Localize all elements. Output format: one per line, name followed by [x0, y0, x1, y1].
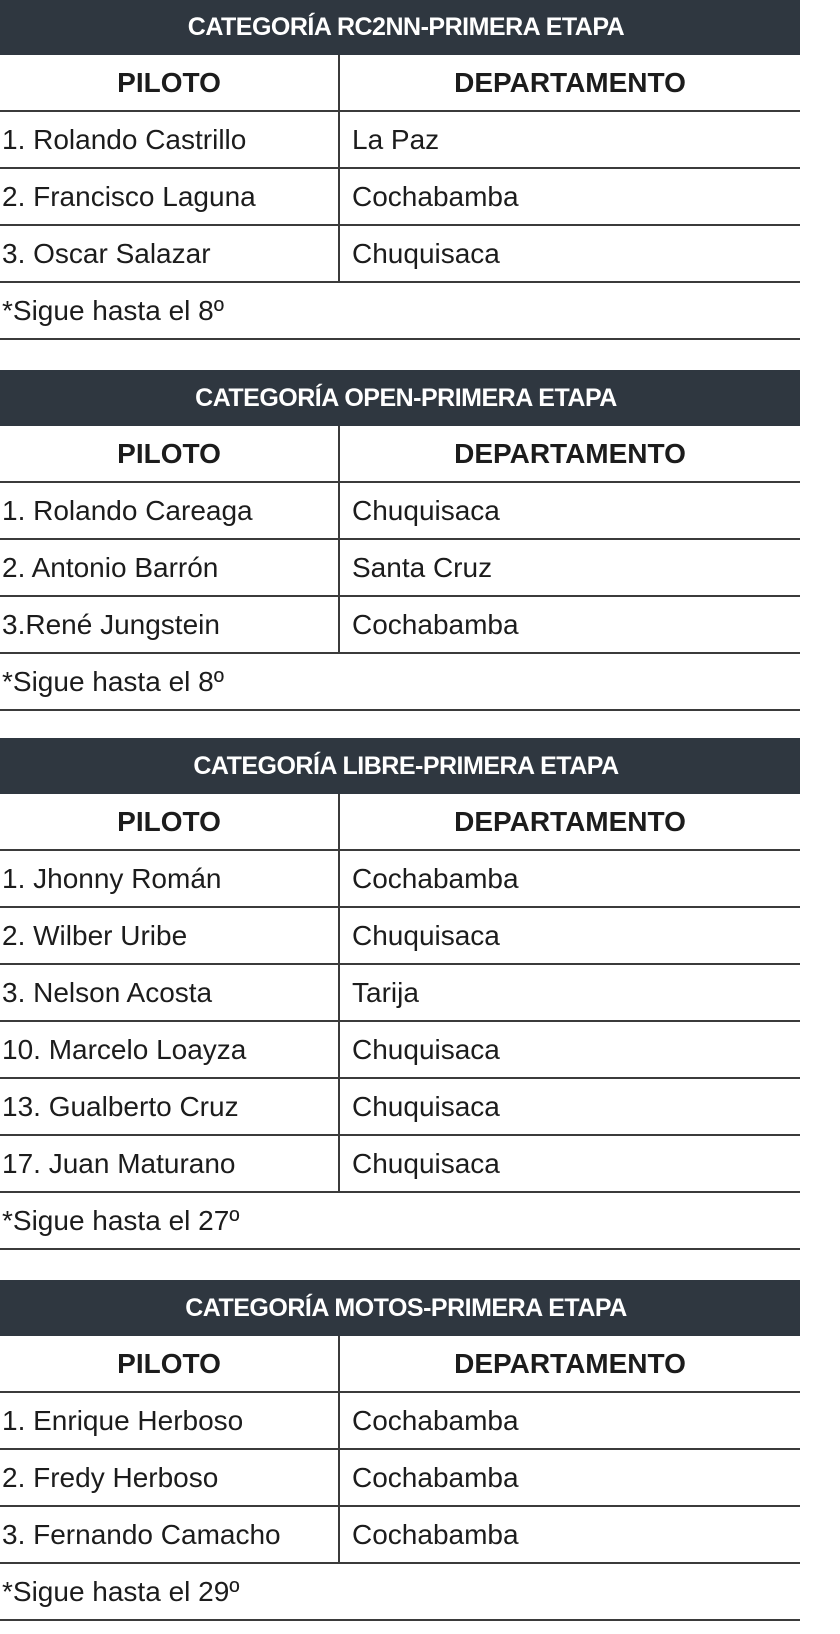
table-row	[0, 1136, 800, 1193]
piloto-cell: 3. Nelson Acosta	[0, 965, 340, 1020]
departamento-cell: Chuquisaca	[352, 494, 500, 526]
section-motos	[0, 1280, 800, 1621]
header-departamento: DEPARTAMENTO	[454, 805, 686, 837]
piloto-cell: 10. Marcelo Loayza	[0, 1022, 340, 1077]
table-row	[0, 483, 800, 540]
section-rc2nn	[0, 0, 800, 340]
table-header	[0, 426, 800, 483]
table-row	[0, 908, 800, 965]
section-libre	[0, 738, 800, 1250]
table-row	[0, 1079, 800, 1136]
piloto-cell: 3. Oscar Salazar	[0, 226, 340, 281]
header-piloto: PILOTO	[0, 55, 340, 110]
section-title: CATEGORÍA LIBRE-PRIMERA ETAPA	[0, 738, 800, 794]
piloto-cell: 13. Gualberto Cruz	[0, 1079, 340, 1134]
piloto-cell: 1. Enrique Herboso	[0, 1393, 340, 1448]
departamento-cell: Chuquisaca	[352, 237, 500, 269]
departamento-cell: Cochabamba	[352, 1404, 519, 1436]
departamento-cell: Santa Cruz	[352, 551, 493, 583]
departamento-cell: Cochabamba	[352, 1461, 519, 1493]
header-piloto: PILOTO	[0, 426, 340, 481]
header-piloto: PILOTO	[0, 1336, 340, 1391]
departamento-cell: Cochabamba	[352, 862, 519, 894]
section-title: CATEGORÍA MOTOS-PRIMERA ETAPA	[0, 1280, 800, 1336]
piloto-cell: 3. Fernando Camacho	[0, 1507, 340, 1562]
departamento-cell: La Paz	[352, 123, 440, 155]
section-note: *Sigue hasta el 8º	[0, 283, 800, 340]
section-open	[0, 370, 800, 711]
table-header	[0, 794, 800, 851]
departamento-cell: Chuquisaca	[352, 1090, 500, 1122]
table-row	[0, 1393, 800, 1450]
piloto-cell: 17. Juan Maturano	[0, 1136, 340, 1191]
piloto-cell: 1. Rolando Careaga	[0, 483, 340, 538]
piloto-cell: 2. Wilber Uribe	[0, 908, 340, 963]
departamento-cell: Cochabamba	[352, 1518, 519, 1550]
table-row	[0, 1022, 800, 1079]
piloto-cell: 1. Jhonny Román	[0, 851, 340, 906]
departamento-cell: Cochabamba	[352, 608, 519, 640]
header-departamento: DEPARTAMENTO	[454, 1347, 686, 1379]
table-row	[0, 112, 800, 169]
section-title: CATEGORÍA RC2NN-PRIMERA ETAPA	[0, 0, 800, 55]
table-header	[0, 1336, 800, 1393]
departamento-cell: Cochabamba	[352, 180, 519, 212]
departamento-cell: Tarija	[352, 976, 419, 1008]
piloto-cell: 1. Rolando Castrillo	[0, 112, 340, 167]
departamento-cell: Chuquisaca	[352, 1033, 500, 1065]
section-note: *Sigue hasta el 27º	[0, 1193, 800, 1250]
table-row	[0, 1450, 800, 1507]
piloto-cell: 2. Fredy Herboso	[0, 1450, 340, 1505]
section-note: *Sigue hasta el 8º	[0, 654, 800, 711]
departamento-cell: Chuquisaca	[352, 919, 500, 951]
table-header	[0, 55, 800, 112]
departamento-cell: Chuquisaca	[352, 1147, 500, 1179]
header-departamento: DEPARTAMENTO	[454, 437, 686, 469]
section-title: CATEGORÍA OPEN-PRIMERA ETAPA	[0, 370, 800, 426]
header-departamento: DEPARTAMENTO	[454, 66, 686, 98]
piloto-cell: 3.René Jungstein	[0, 597, 340, 652]
header-piloto: PILOTO	[0, 794, 340, 849]
section-note: *Sigue hasta el 29º	[0, 1564, 800, 1621]
table-row	[0, 965, 800, 1022]
piloto-cell: 2. Francisco Laguna	[0, 169, 340, 224]
table-row	[0, 851, 800, 908]
table-row	[0, 1507, 800, 1564]
table-row	[0, 169, 800, 226]
table-row	[0, 540, 800, 597]
piloto-cell: 2. Antonio Barrón	[0, 540, 340, 595]
table-row	[0, 226, 800, 283]
table-row	[0, 597, 800, 654]
